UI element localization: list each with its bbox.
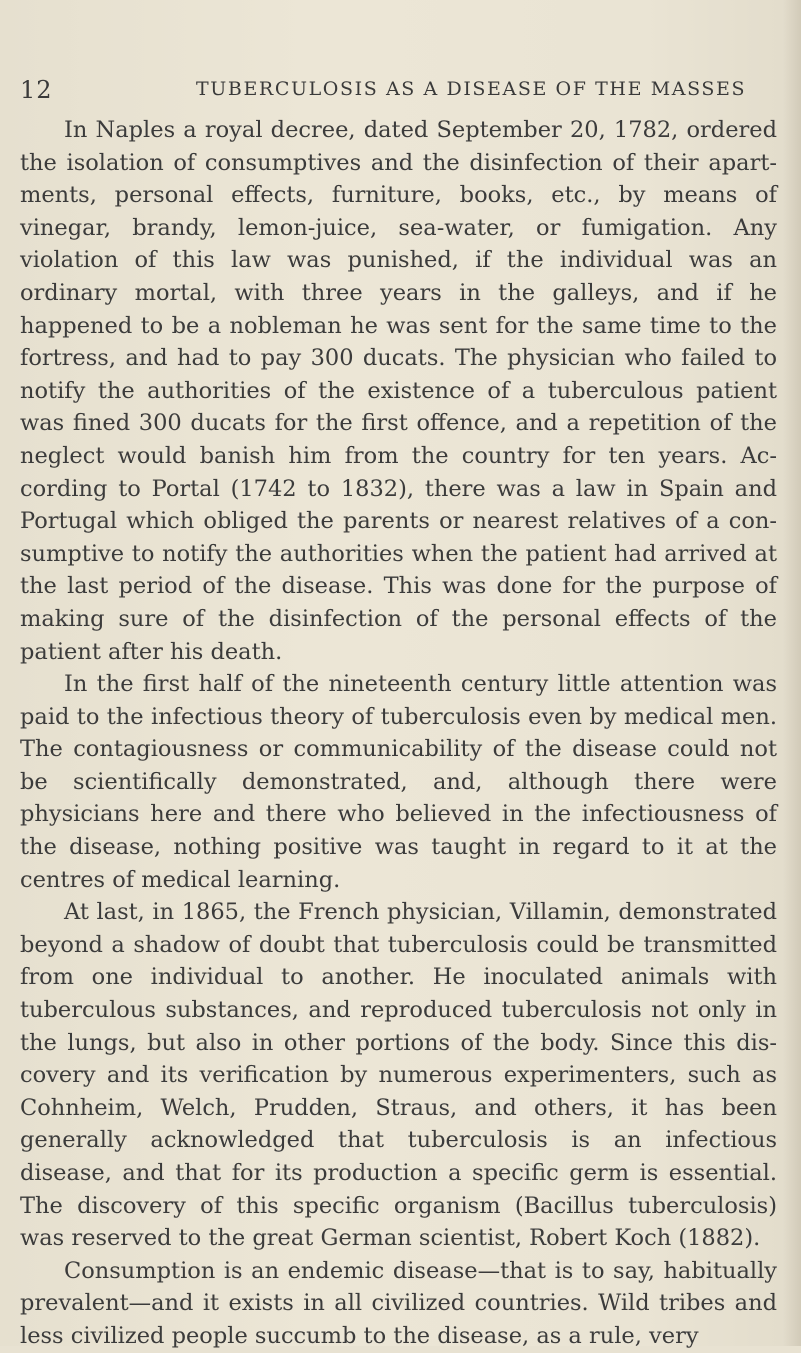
running-title: TUBERCULOSIS AS A DISEASE OF THE MASSES: [196, 78, 747, 100]
paragraph-villamin: At last, in 1865, the French physician, Villamin, demonstrated beyond a shadow of doubt that tuberculosis could be transmitted from one individual to another. He inoculated animals with tuberculous substances, and reproduced tuberculosis not only in the lungs, but also in other portions of the body. Since this discovery and its verification by numerous experimenters, such as Cohnheim, Welch, Prudden, Straus, and others, it has been generally acknowledged that tuberculosis is an infectious disease, and that for its production a specific germ is essential. The discovery of this specific organism (Bacillus tuberculosis) was reserved to the great German scientist, Robert Koch (1882).: [20, 899, 777, 1252]
paragraph-nineteenth-century: In the first half of the nineteenth century little attention was paid to the infectious theory of tuberculosis even by medical men. The contagiousness or communicability of the disease could not be scientifically demonstrated, and, although there were physicians here and there who believed in the infectiousness of the disease, nothing positive was taught in regard to it at the centres of medical learning.: [20, 671, 777, 893]
body-text: [20, 114, 777, 1353]
paragraph-endemic-disease: Consumption is an endemic disease—that is to say, habitually prevalent—and it exists in all civilized countries. Wild tribes and less civilized people succumb to the disease, as a rule, very: [20, 1257, 777, 1349]
page-edge-shadow: [783, 0, 801, 1346]
paragraph-naples-decree: In Naples a royal decree, dated September 20, 1782, ordered the isolation of consumptives and the disinfection of their apartments, personal effects, furniture, books, etc., by means of vinegar, brandy, lemon-juice, sea-water, or fumigation. Any violation of this law was punished, if the individual was an ordinary mortal, with three years in the galleys, and if he happened to be a nobleman he was sent for the same time to the fortress, and had to pay 300 ducats. The physician who failed to notify the authorities of the existence of a tuberculous patient was fined 300 ducats for the first offence, and a repetition of the neglect would banish him from the country for ten years. According to Portal (1742 to 1832), there was a law in Spain and Portugal which obliged the parents or nearest relatives of a consumptive to notify the authorities when the patient had arrived at the last period of the disease. This was done for the purpose of making sure of the disinfection of the personal effects of the patient after his death.: [20, 117, 777, 665]
page-number: 12: [20, 76, 53, 104]
running-head: [20, 76, 780, 108]
